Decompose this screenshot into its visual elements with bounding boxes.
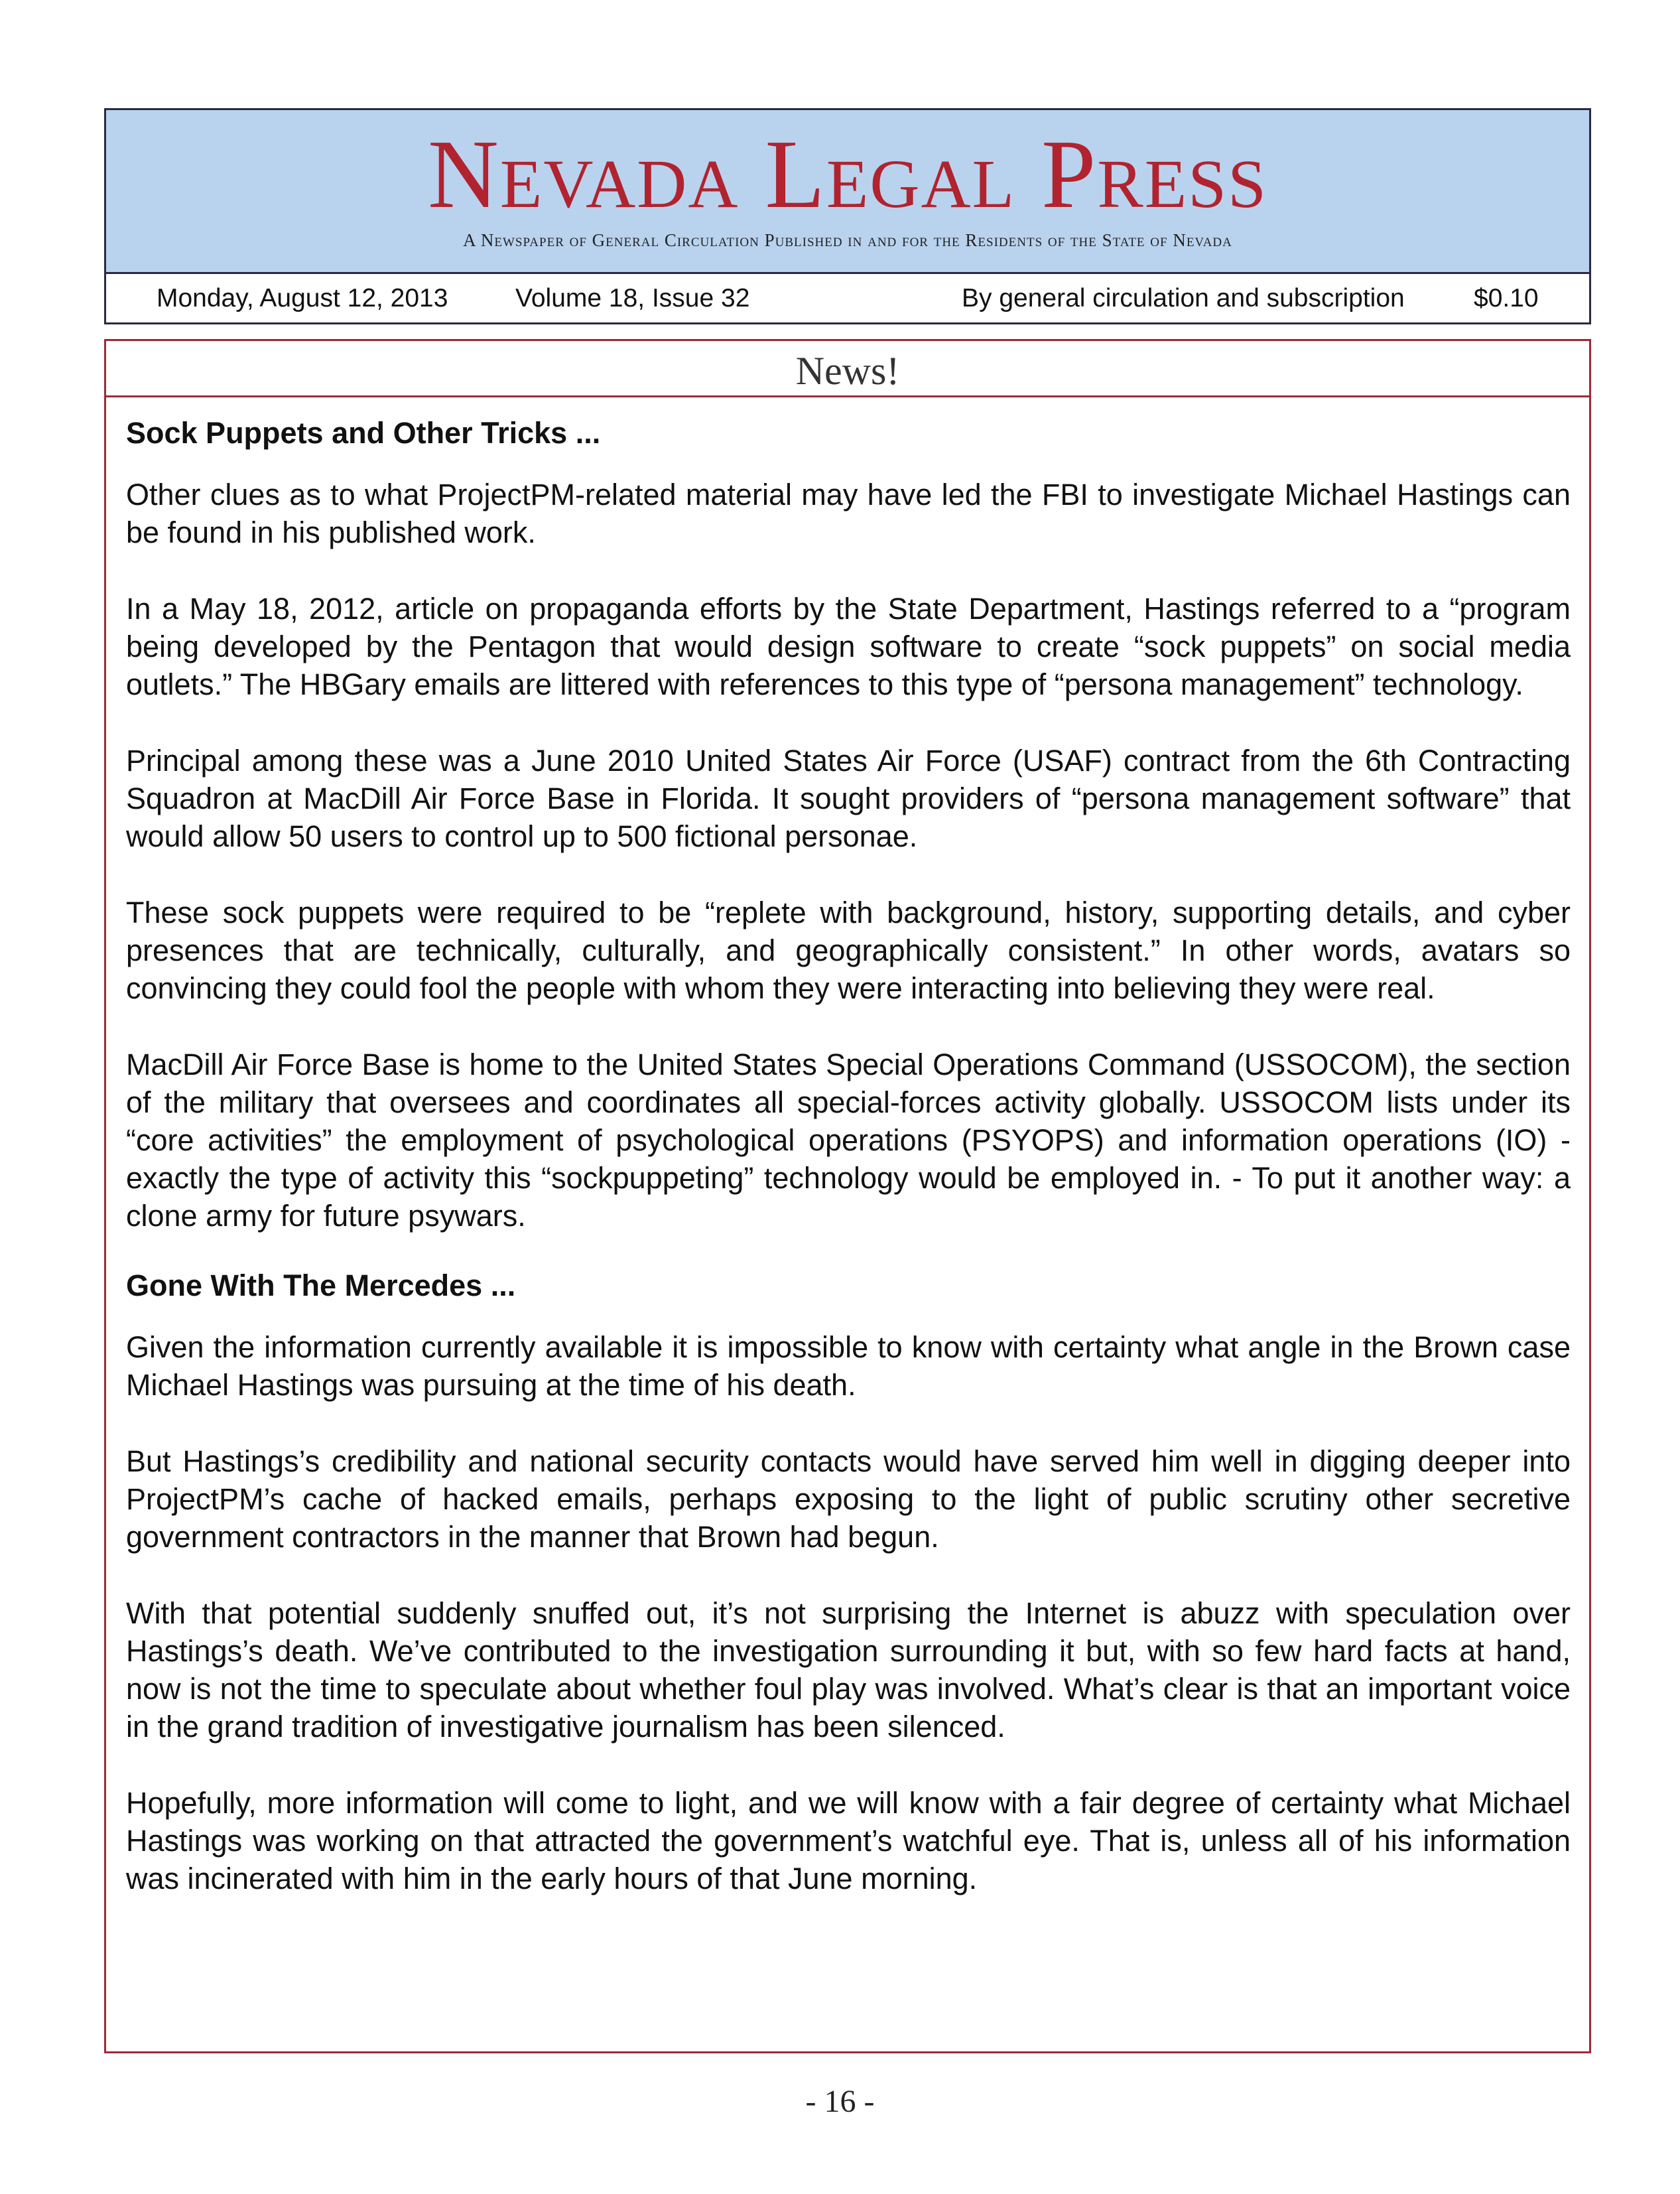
article-paragraph: With that potential suddenly snuffed out, it’s not surprising the Internet is abuzz with speculation over Hastings’s death. We’ve contributed to the investigation surrounding it but, with so few hard facts at hand, now is not the time to speculate about whether foul play was involved. What’s clear is that an important voice in the grand tradition of investigative journalism has been silenced. <box>126 1596 1571 1744</box>
newspaper-tagline: A Newspaper of General Circulation Published in and for the Residents of the State of Nevada <box>463 230 1232 250</box>
article-body <box>126 414 1571 1936</box>
issue-date: Monday, August 12, 2013 <box>157 284 448 312</box>
dateline-bar <box>104 274 1591 324</box>
article-paragraph: In a May 18, 2012, article on propaganda efforts by the State Department, Hastings referred to a “program being developed by the Pentagon that would design software to create “sock puppets” on social media outlets.” The HBGary emails are littered with references to this type of “persona management” technology. <box>126 592 1571 701</box>
article-paragraph: But Hastings’s credibility and national security contacts would have served him well in digging deeper into ProjectPM’s cache of hacked emails, perhaps exposing to the light of public scrutiny other secretive government contractors in the manner that Brown had begun. <box>126 1444 1571 1554</box>
issue-price: $0.10 <box>1474 284 1539 312</box>
article-paragraph: Principal among these was a June 2010 United States Air Force (USAF) contract from the 6th Contracting Squadron at MacDill Air Force Base in Florida. It sought providers of “persona management software” that would allow 50 users to control up to 500 fictional personae. <box>126 744 1571 853</box>
article-heading: Sock Puppets and Other Tricks ... <box>126 416 601 450</box>
newspaper-title: Nevada Legal Press <box>428 120 1267 229</box>
page-number: - 16 - <box>805 2084 875 2119</box>
article-paragraph: MacDill Air Force Base is home to the United States Special Operations Command (USSOCOM), the section of the military that oversees and coordinates all special-forces activity globally. USSOCOM lists under its “core activities” the employment of psychological operations (PSYOPS) and information operations (IO) - exactly the type of activity this “sockpuppeting” technology would be employed in. - To put it another way: a clone army for future psywars. <box>126 1048 1571 1233</box>
article-paragraph: Other clues as to what ProjectPM-related material may have led the FBI to investigate Michael Hastings can be found in his published work. <box>126 478 1571 549</box>
masthead <box>104 108 1591 274</box>
article-paragraph: These sock puppets were required to be “replete with background, history, supporting details, and cyber presences that are technically, culturally, and geographically consistent.” In other words, avatars so convincing they could fool the people with whom they were interacting into believing they were real. <box>126 896 1571 1005</box>
article-paragraph: Hopefully, more information will come to light, and we will know with a fair degree of certainty what Michael Hastings was working on that attracted the government’s watchful eye. That is, unless all of his information was incinerated with him in the early hours of that June morning. <box>126 1786 1571 1895</box>
section-label: News! <box>106 341 1589 397</box>
article-paragraph: Given the information currently available it is impossible to know with certainty what angle in the Brown case Michael Hastings was pursuing at the time of his death. <box>126 1330 1571 1402</box>
circulation-note: By general circulation and subscription <box>962 284 1405 312</box>
issue-volume: Volume 18, Issue 32 <box>515 284 750 312</box>
news-section <box>104 339 1591 2053</box>
article-heading: Gone With The Mercedes ... <box>126 1268 516 1302</box>
